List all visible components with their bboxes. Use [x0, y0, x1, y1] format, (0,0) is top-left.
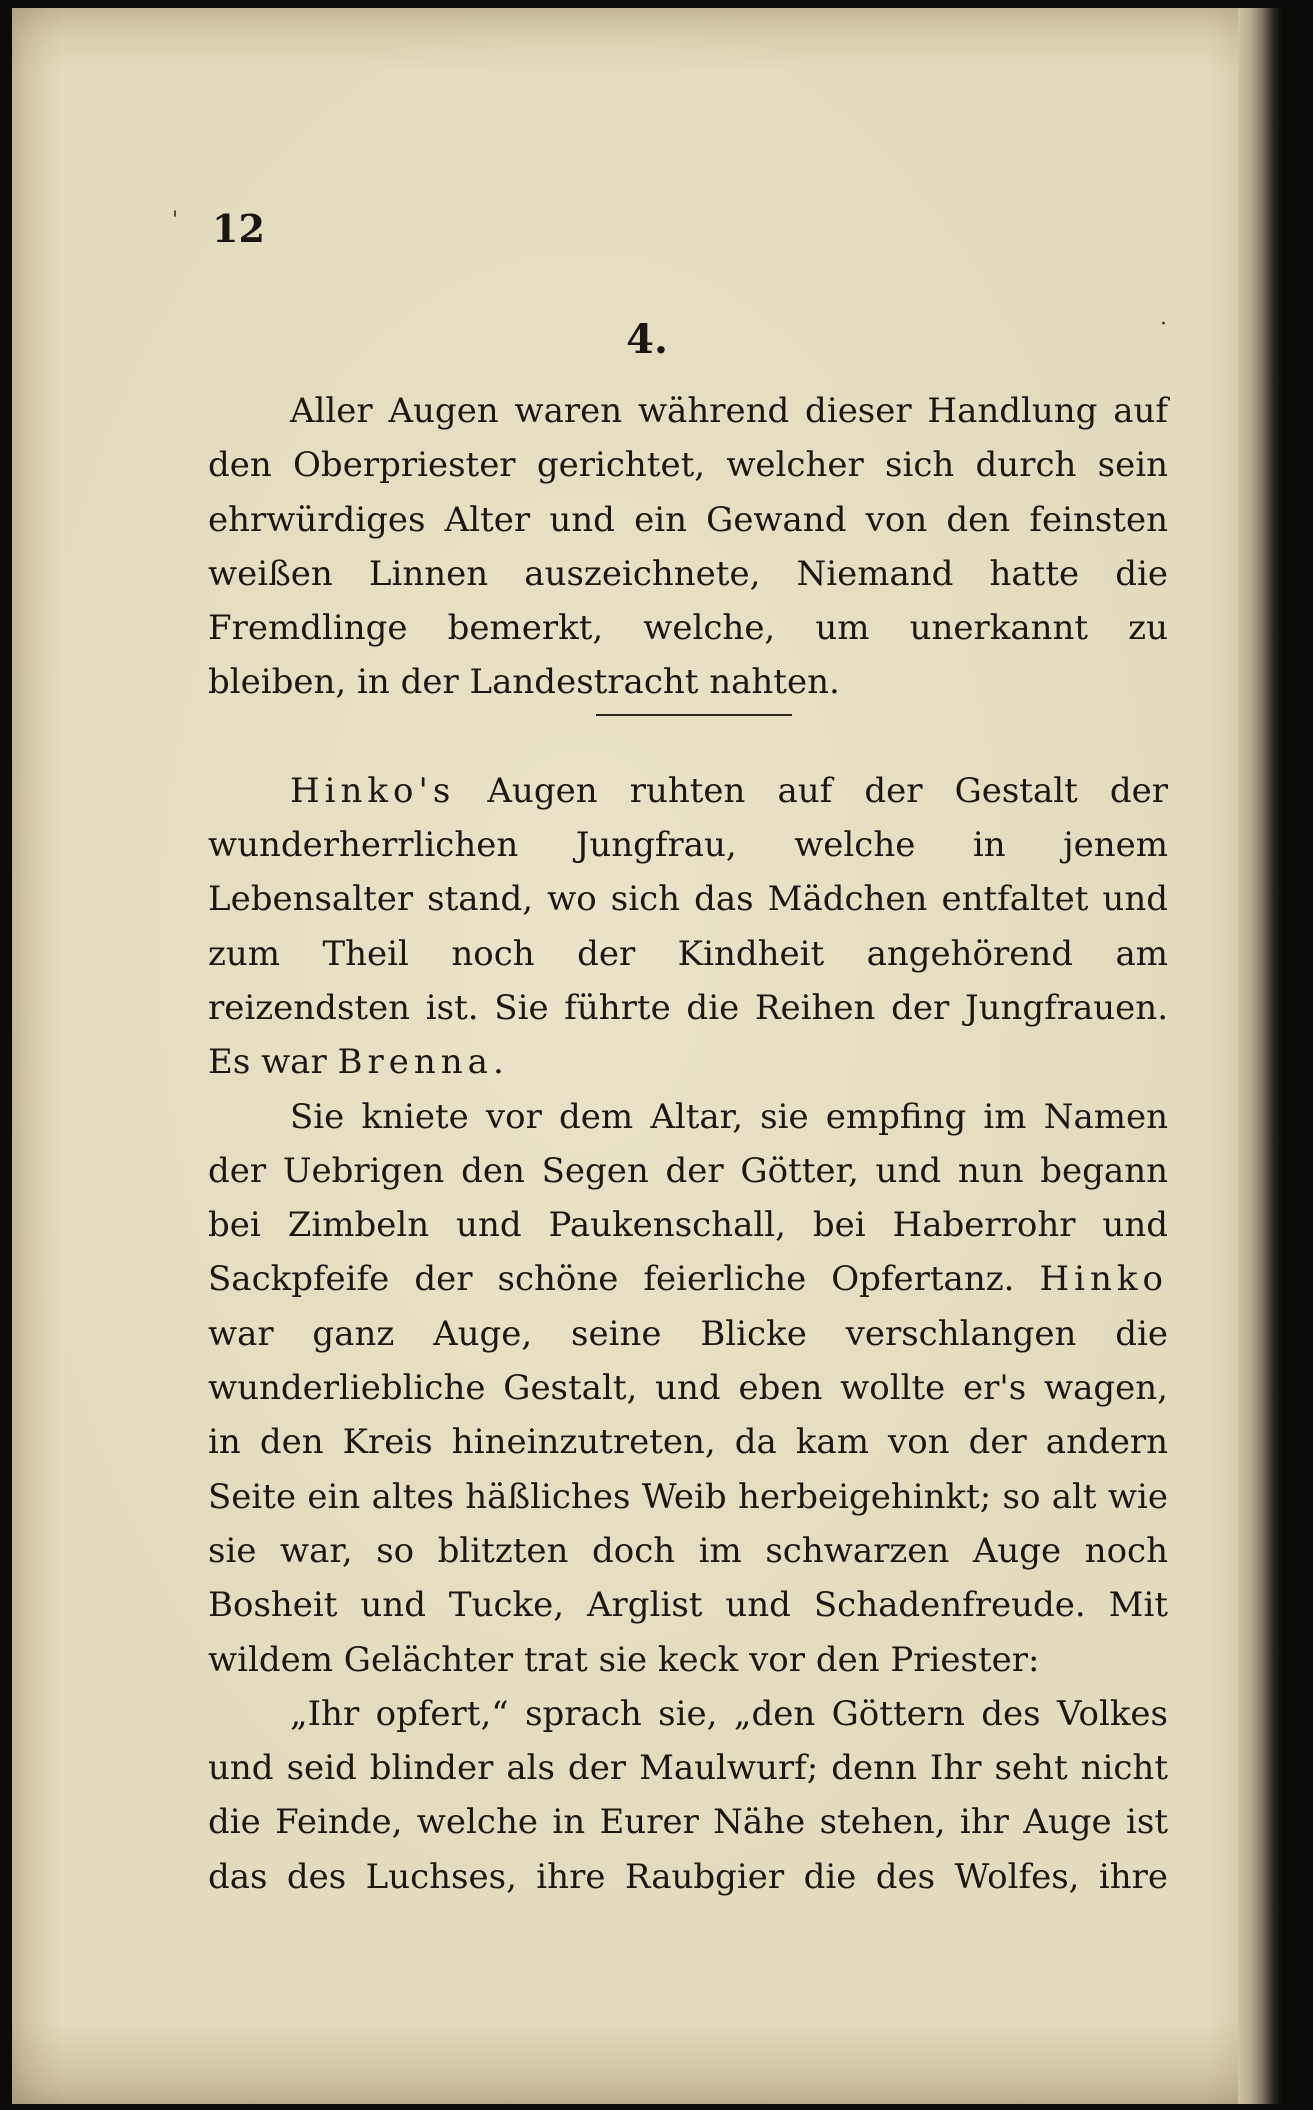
paragraph-2: [208, 764, 1168, 1090]
page-number: 12: [212, 206, 265, 251]
ink-speck: ': [172, 208, 179, 233]
section-divider-line: [596, 714, 792, 716]
divider-row: [208, 710, 1168, 764]
paragraph-3: [208, 1090, 1168, 1687]
paragraph-3-text-b: war ganz Auge, seine Blicke verschlangen die wunderliebliche Gestalt, und eben wollte er's wagen, in den Kreis hineinzutreten, da kam von der andern Seite ein altes häßliches Weib herbeigehinkt; so alt wie sie war, so blitzten doch im schwarzen Auge noch Bosheit und Tucke, Arglist und Schadenfreude. Mit wildem Gelächter trat sie keck vor den Priester:: [208, 1313, 1168, 1680]
ink-speck: ·: [1160, 312, 1167, 337]
spaced-name-hinko-2: Hinko: [1039, 1259, 1168, 1300]
spaced-name-brenna: Brenna.: [337, 1042, 509, 1083]
body-text: [208, 384, 1168, 1904]
paragraph-2-text: Augen ruhten auf der Gestalt der wunderherrlichen Jungfrau, welche in jenem Lebensalter stand, wo sich das Mädchen entfaltet und zum Theil noch der Kindheit angehörend am reizendsten ist. Sie führte die Reihen der Jungfrauen. Es war: [208, 770, 1168, 1083]
paragraph-3-text-a: Sie kniete vor dem Altar, sie empfing im Namen der Uebrigen den Segen der Götter, und nun begann bei Zimbeln und Paukenschall, bei Haberrohr und Sackpfeife der schöne feierliche Opfertanz.: [208, 1096, 1168, 1300]
section-number: 4.: [626, 316, 668, 363]
paragraph-4: „Ihr opfert,“ sprach sie, „den Göttern des Volkes und seid blinder als der Maulwurf; denn Ihr seht nicht die Feinde, welche in Eurer Nähe stehen, ihr Auge ist das des Luchses, ihre Raubgier die des Wolfes, ihre: [208, 1693, 1168, 1897]
paper-page: [12, 8, 1282, 2104]
paragraph-1: Aller Augen waren während dieser Handlung auf den Oberpriester gerichtet, welcher sich durch sein ehrwürdiges Alter und ein Gewand von den feinsten weißen Linnen auszeichnete, Niemand hatte die Fremdlinge bemerkt, welche, um unerkannt zu bleiben, in der Landestracht nahten.: [208, 391, 1168, 703]
spaced-name-hinko: Hinko's: [290, 770, 456, 811]
